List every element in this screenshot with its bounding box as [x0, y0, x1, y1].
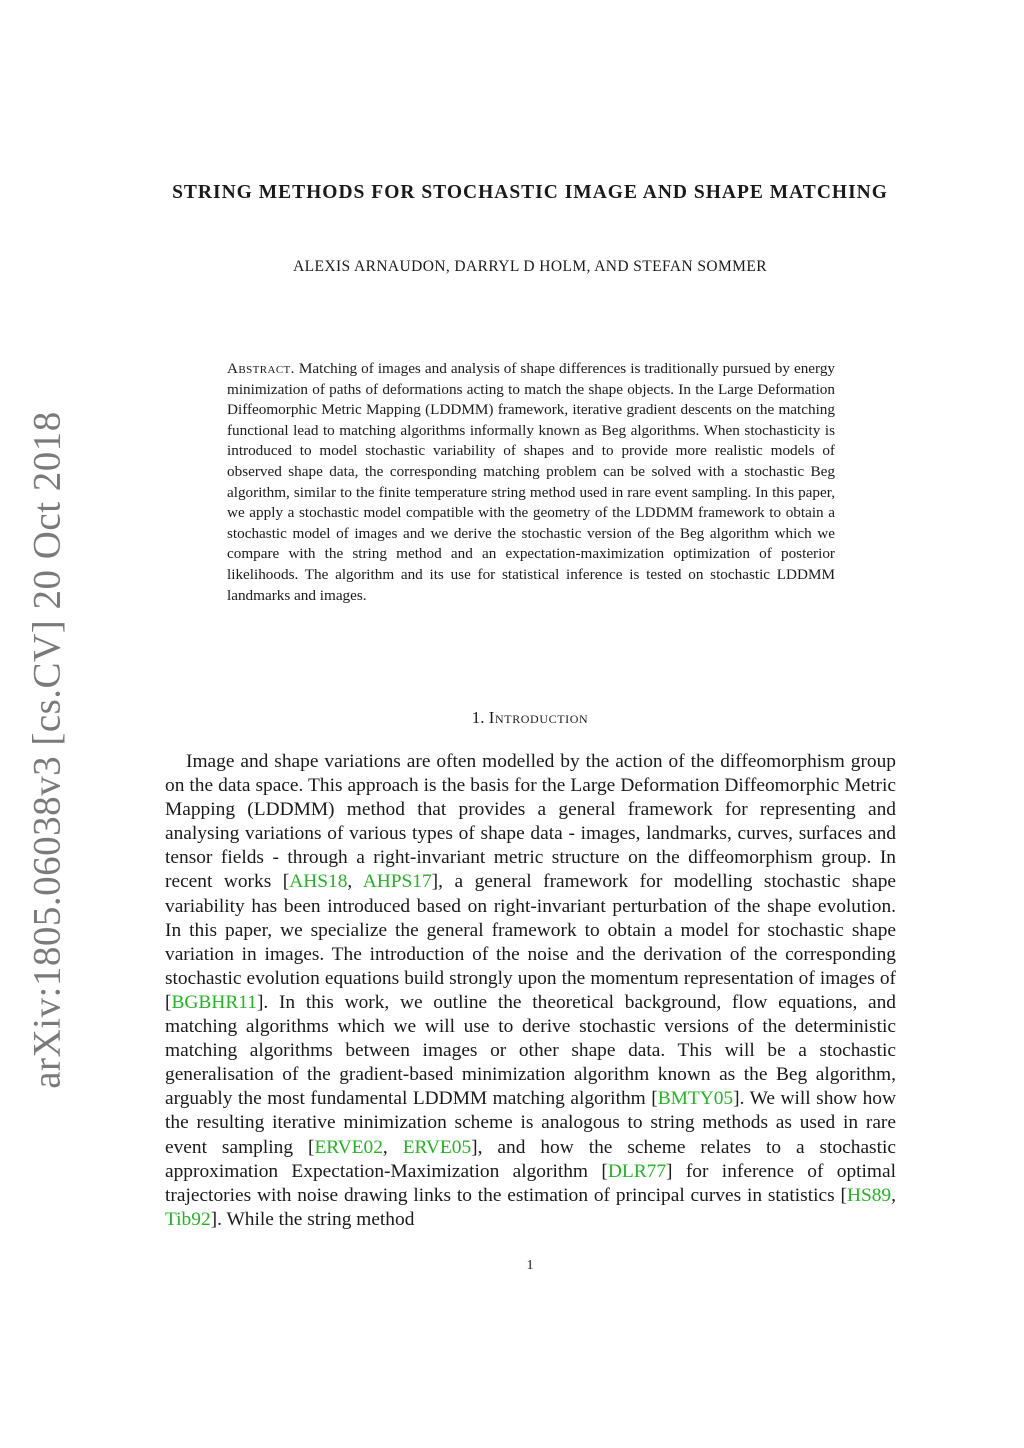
- abstract-label: Abstract.: [227, 360, 295, 377]
- intro-text-1: Image and shape variations are often modelled by the action of the diffeomorphism group on the data space. This approach is the basis for the Large Deformation Diffeomorphic Metric Mapping (LDDMM) method that provides a general framework for representing and analysing variations of various types of shape data - images, landmarks, curves, surfaces and tensor fields - through a right-invariant metric structure on the diffeomorphism group. In recent works: [165, 751, 896, 893]
- abstract-text: Matching of images and analysis of shape differences is traditionally pursued by energy minimization of paths of deformations acting to match the shape objects. In the Large Deformation Diffeomorphic Metric Mapping (LDDMM) framework, iterative gradient descents on the matching functional lead to matching algorithms informally known as Beg algorithms. When stochasticity is introduced to model stochastic variability of shapes and to provide more realistic models of observed shape data, the corresponding matching problem can be solved with a stochastic Beg algorithm, similar to the finite temperature string method used in rare event sampling. In this paper, we apply a stochastic model compatible with the geometry of the LDDMM framework to obtain a stochastic model of images and we derive the stochastic version of the Beg algorithm which we compare with the string method and an expectation-maximization optimization of posterior likelihoods. The algorithm and its use for statistical inference is tested on stochastic LDDMM landmarks and images.: [227, 360, 836, 604]
- citation-link[interactable]: ERVE05: [402, 1136, 472, 1158]
- intro-text-4: . We will show how the resulting iterative minimization scheme is analogous to string methods as used in rare event sampling: [165, 1088, 896, 1158]
- intro-text-2: , a general framework for modelling stochastic shape variability has been introduced based on right-invariant perturbation of the shape evolution. In this paper, we specialize the general framework to obtain a model for stochastic shape variation in images. The introduction of the noise and the derivation of the corresponding stochastic evolution equations build strongly upon the momentum representation of images of: [165, 871, 897, 989]
- section-number: 1.: [471, 708, 485, 727]
- citation-link[interactable]: AHS18: [289, 871, 348, 893]
- abstract-block: [227, 359, 835, 606]
- introduction-paragraph: Image and shape variations are often modelled by the action of the diffeomorphism group on the data space. This approach is the basis for the Large Deformation Diffeomorphic Metric Mapping (LDDMM) method that provides a general framework for representing and analysing variations of various types of shape data - images, landmarks, curves, surfaces and tensor fields - through a right-invariant metric structure on the diffeomorphism group. In recent works [AHS18, AHPS17], a general framework for modelling stochastic shape variability has been introduced based on right-invariant perturbation of the shape evolution. In this paper, we specialize the general framework to obtain a model for stochastic shape variation in images. The introduction of the noise and the derivation of the corresponding stochastic evolution equations build strongly upon the momentum representation of images of [BGBHR11]. In this work, we outline the theoretical background, flow equations, and matching algorithms which we will use to derive stochastic versions of the deterministic matching algorithms between images or other shape data. This will be a stochastic generalisation of the gradient-based minimization algorithm known as the Beg algorithm, arguably the most fundamental LDDMM matching algorithm [BMTY05]. We will show how the resulting iterative minimization scheme is analogous to string methods as used in rare event sampling [ERVE02, ERVE05], and how the scheme relates to a stochastic approximation Expectation-Maximization algorithm [DLR77] for inference of optimal trajectories with noise drawing links to the estimation of principal curves in statistics [HS89, Tib92]. While the string method: [165, 751, 897, 1230]
- citation-link[interactable]: DLR77: [607, 1160, 667, 1182]
- citation-link[interactable]: BMTY05: [657, 1088, 734, 1110]
- paper-title: STRING METHODS FOR STOCHASTIC IMAGE AND SHAPE MATCHING: [172, 182, 888, 203]
- arxiv-identifier-stamp: arXiv:1805.06038v3 [cs.CV] 20 Oct 2018: [25, 411, 69, 1089]
- intro-text-3: . In this work, we outline the theoretical background, flow equations, and matching algorithms which we will use to derive stochastic versions of the deterministic matching algorithms between images or other shape data. This will be a stochastic generalisation of the gradient-based minimization algorithm known as the Beg algorithm, arguably the most fundamental LDDMM matching algorithm: [165, 991, 896, 1110]
- citation-link[interactable]: AHPS17: [362, 871, 432, 893]
- section-heading-introduction: [160, 708, 900, 728]
- intro-text-6: for inference of optimal trajectories with noise drawing links to the estimation of principal curves in statistics: [165, 1160, 897, 1206]
- section-title: Introduction: [488, 708, 589, 727]
- citation-link[interactable]: BGBHR11: [171, 991, 257, 1013]
- page-number: 1: [526, 1258, 534, 1273]
- citation-link[interactable]: Tib92: [165, 1208, 211, 1230]
- citation-link[interactable]: HS89: [846, 1184, 892, 1206]
- citation-link[interactable]: ERVE02: [314, 1136, 383, 1158]
- intro-text-5: , and how the scheme relates to a stochastic approximation Expectation-Maximization algorithm: [165, 1136, 896, 1182]
- paper-authors: ALEXIS ARNAUDON, DARRYL D HOLM, AND STEFAN SOMMER: [293, 258, 767, 275]
- intro-text-7: . While the string method: [217, 1208, 415, 1230]
